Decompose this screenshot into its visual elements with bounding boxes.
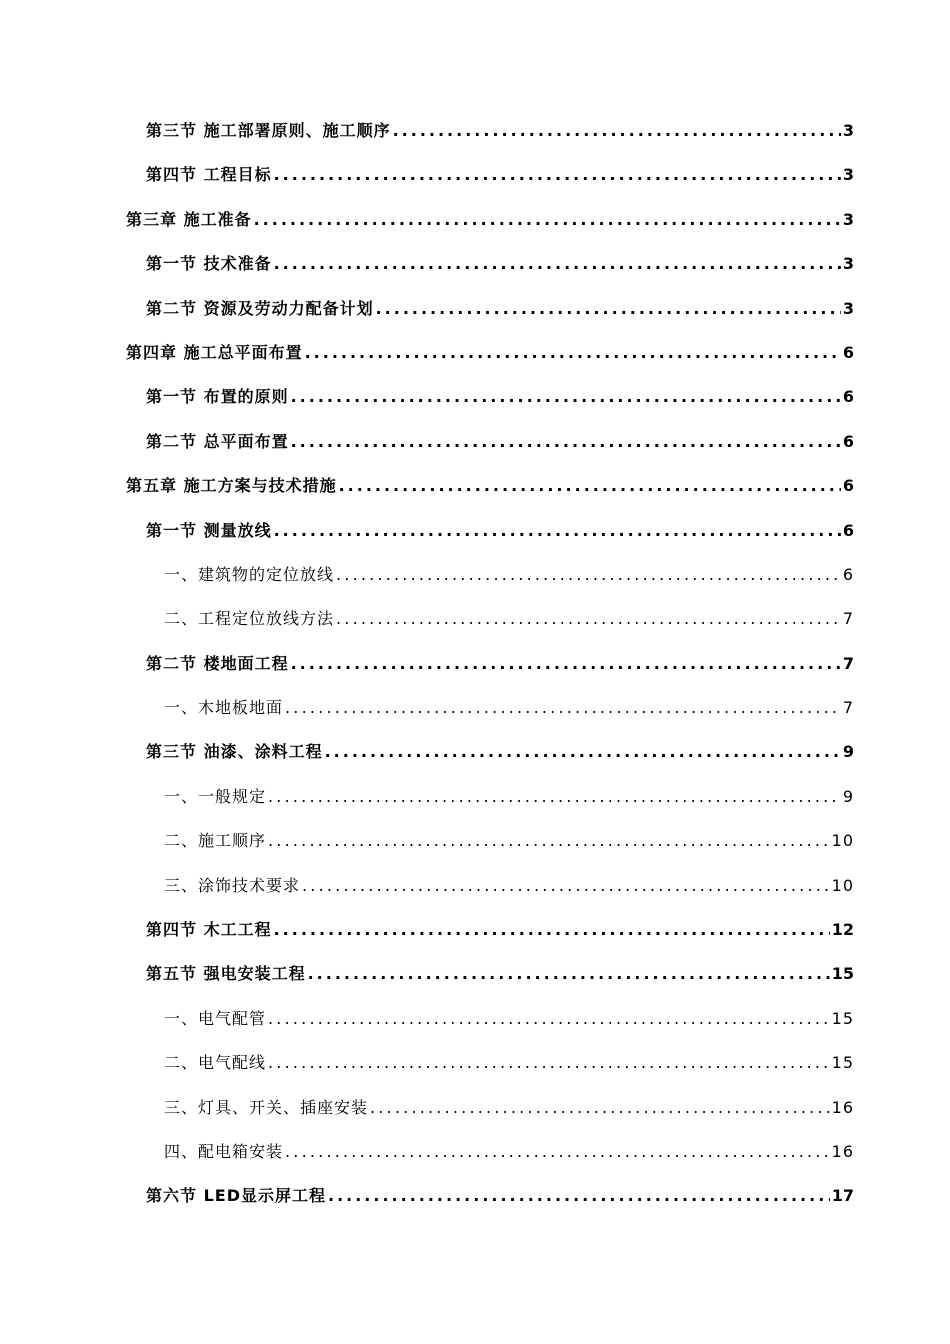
toc-entry-page-number: 3 xyxy=(842,165,854,185)
toc-dot-leader xyxy=(274,165,841,184)
toc-entry-page-number: 6 xyxy=(842,431,854,451)
toc-entry-page-number: 3 xyxy=(842,121,854,140)
toc-dot-leader xyxy=(336,609,841,628)
toc-entry-title: 第四节 木工工程 xyxy=(146,920,272,940)
toc-entry-title: 第三节 油漆、涂料工程 xyxy=(146,742,323,762)
toc-entry[interactable] xyxy=(0,1095,950,1139)
toc-entry[interactable] xyxy=(0,518,950,562)
toc-entry[interactable] xyxy=(0,429,950,473)
toc-entry-title: 第五章 施工方案与技术措施 xyxy=(126,476,337,496)
toc-dot-leader xyxy=(268,831,830,850)
toc-dot-leader xyxy=(305,343,841,362)
toc-dot-leader xyxy=(268,1009,830,1028)
toc-entry[interactable] xyxy=(0,384,950,428)
toc-entry-title: 第四章 施工总平面布置 xyxy=(126,342,303,362)
toc-entry-page-number: 15 xyxy=(831,964,854,984)
toc-entry[interactable] xyxy=(0,1050,950,1094)
toc-entry[interactable] xyxy=(0,828,950,872)
toc-entry-page-number: 6 xyxy=(842,520,854,540)
toc-entry[interactable] xyxy=(0,473,950,517)
toc-entry-page-number: 9 xyxy=(842,742,854,762)
toc-dot-leader xyxy=(285,698,841,717)
toc-entry-page-number: 16 xyxy=(831,1097,854,1117)
toc-dot-leader xyxy=(268,1053,830,1072)
toc-entry-page-number: 12 xyxy=(831,920,854,940)
toc-dot-leader xyxy=(285,1142,830,1161)
toc-entry-title: 第一节 技术准备 xyxy=(146,254,272,274)
toc-entry-title: 第六节 LED显示屏工程 xyxy=(146,1186,326,1206)
toc-entry[interactable] xyxy=(0,695,950,739)
toc-entry-title: 第五节 强电安装工程 xyxy=(146,964,306,984)
toc-entry-page-number: 15 xyxy=(831,1053,854,1073)
toc-dot-leader xyxy=(376,299,841,318)
toc-entry-title: 第一节 测量放线 xyxy=(146,520,272,540)
toc-dot-leader xyxy=(370,1098,830,1117)
toc-dot-leader xyxy=(274,920,830,939)
toc-entry[interactable] xyxy=(0,1139,950,1183)
toc-entry-page-number: 6 xyxy=(842,342,854,362)
toc-dot-leader xyxy=(291,654,841,673)
toc-entry[interactable] xyxy=(0,1183,950,1227)
toc-dot-leader xyxy=(254,210,841,229)
toc-dot-leader xyxy=(308,964,830,983)
toc-entry[interactable] xyxy=(0,207,950,251)
toc-entry-page-number: 10 xyxy=(831,831,854,851)
toc-dot-leader xyxy=(325,742,841,761)
toc-dot-leader xyxy=(291,432,841,451)
toc-entry[interactable] xyxy=(0,1006,950,1050)
toc-entry[interactable] xyxy=(0,961,950,1005)
toc-entry[interactable] xyxy=(0,162,950,206)
toc-entry[interactable] xyxy=(0,118,950,162)
toc-entry[interactable] xyxy=(0,251,950,295)
toc-entry-title: 第四节 工程目标 xyxy=(146,165,272,185)
toc-dot-leader xyxy=(328,1186,830,1205)
toc-entry-title: 第三章 施工准备 xyxy=(126,209,252,229)
toc-entry[interactable] xyxy=(0,651,950,695)
toc-dot-leader xyxy=(302,876,830,895)
toc-entry-title: 一、一般规定 xyxy=(164,786,267,806)
toc-entry-title: 第二节 资源及劳动力配备计划 xyxy=(146,298,374,318)
toc-entry-page-number: 6 xyxy=(842,476,854,496)
toc-entry-title: 二、施工顺序 xyxy=(164,831,267,851)
toc-dot-leader xyxy=(291,387,841,406)
toc-dot-leader xyxy=(274,254,841,273)
toc-entry-title: 第二节 总平面布置 xyxy=(146,431,289,451)
toc-entry-page-number: 15 xyxy=(831,1008,854,1028)
toc-entry-page-number: 10 xyxy=(831,875,854,895)
toc-entry[interactable] xyxy=(0,562,950,606)
toc-dot-leader xyxy=(274,521,841,540)
toc-entry-page-number: 6 xyxy=(842,387,854,407)
toc-entry-page-number: 3 xyxy=(842,209,854,229)
toc-dot-leader xyxy=(268,787,841,806)
toc-dot-leader xyxy=(393,121,841,140)
toc-entry-title: 三、灯具、开关、插座安装 xyxy=(164,1097,369,1117)
toc-entry-page-number: 3 xyxy=(842,254,854,274)
toc-entry-title: 第一节 布置的原则 xyxy=(146,387,289,407)
toc-entry-title: 一、木地板地面 xyxy=(164,698,284,718)
toc-entry[interactable] xyxy=(0,606,950,650)
toc-entry-page-number: 7 xyxy=(842,698,854,718)
toc-entry-page-number: 3 xyxy=(842,298,854,318)
toc-entry-page-number: 7 xyxy=(842,653,854,673)
toc-entry[interactable] xyxy=(0,296,950,340)
toc-entry[interactable] xyxy=(0,784,950,828)
toc-entry-title: 四、配电箱安装 xyxy=(164,1141,284,1161)
toc-entry[interactable] xyxy=(0,739,950,783)
toc-entry-title: 三、涂饰技术要求 xyxy=(164,875,301,895)
toc-entry-title: 二、工程定位放线方法 xyxy=(164,609,335,629)
toc-entry-page-number: 7 xyxy=(842,609,854,629)
toc-entry[interactable] xyxy=(0,340,950,384)
toc-entry-page-number: 9 xyxy=(842,786,854,806)
toc-entry-page-number: 17 xyxy=(831,1186,854,1206)
toc-entry-page-number: 16 xyxy=(831,1141,854,1161)
toc-dot-leader xyxy=(339,476,841,495)
toc-entry-title: 二、电气配线 xyxy=(164,1053,267,1073)
toc-entry[interactable] xyxy=(0,917,950,961)
toc-entry-title: 第二节 楼地面工程 xyxy=(146,653,289,673)
table-of-contents xyxy=(0,118,950,1228)
toc-dot-leader xyxy=(336,565,841,584)
toc-entry-title: 一、建筑物的定位放线 xyxy=(164,564,335,584)
toc-entry-title: 一、电气配管 xyxy=(164,1008,267,1028)
toc-entry-page-number: 6 xyxy=(842,564,854,584)
toc-entry[interactable] xyxy=(0,873,950,917)
toc-entry-title: 第三节 施工部署原则、施工顺序 xyxy=(146,121,391,140)
